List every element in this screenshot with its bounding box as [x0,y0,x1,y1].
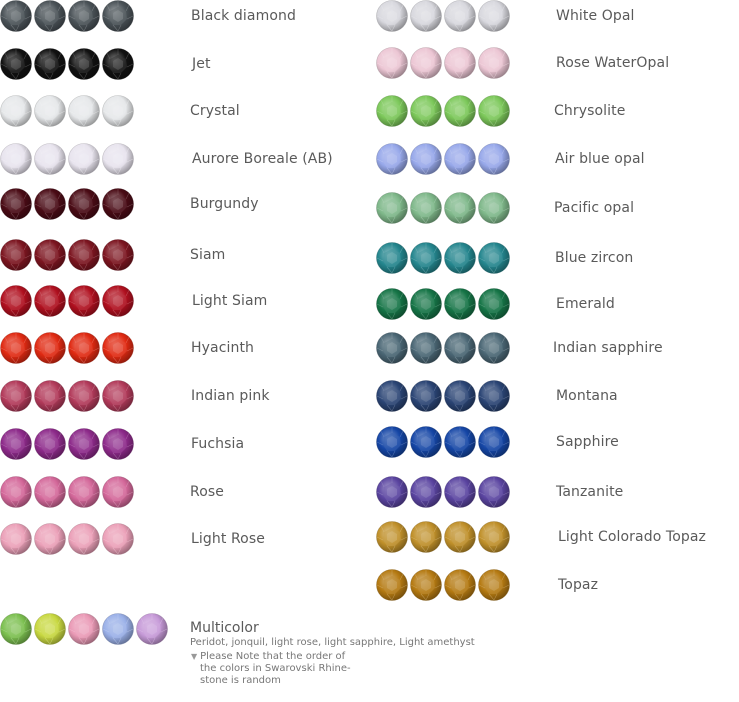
rhinestone-swatch [410,476,442,508]
color-name: Light Siam [192,293,268,309]
rhinestone-swatch [444,0,476,32]
right-color-row [0,380,739,426]
right-color-row [0,426,739,472]
right-color-row [0,95,739,141]
rhinestone-swatch [376,143,408,175]
rhinestone-swatch [444,288,476,320]
rhinestone-swatch [410,192,442,224]
rhinestone-swatch [410,380,442,412]
color-name: Pacific opal [554,200,635,216]
note-line-1: ▼ Please Note that the order of [191,651,346,662]
color-name: Blue zircon [555,250,634,266]
color-name: Light Rose [191,531,265,547]
color-name: Sapphire [556,434,619,450]
rhinestone-swatch [444,242,476,274]
rhinestone-swatch [478,192,510,224]
rhinestone-swatch [478,242,510,274]
color-name: Chrysolite [554,103,626,119]
right-color-row [0,143,739,189]
multicolor-title: Multicolor [190,620,259,636]
rhinestone-swatch [410,332,442,364]
color-name: Montana [556,388,618,404]
rhinestone-swatch [376,426,408,458]
rhinestone-swatch [376,476,408,508]
rhinestone-swatch [478,569,510,601]
rhinestone-swatch [376,569,408,601]
rhinestone-swatch [376,242,408,274]
rhinestone-swatch [478,476,510,508]
right-color-row [0,192,739,238]
color-name: Topaz [558,577,599,593]
rhinestone-swatch [444,426,476,458]
color-name: Burgundy [190,196,259,212]
rhinestone-swatch [136,613,168,645]
rhinestone-swatch [444,569,476,601]
rhinestone-swatch [376,332,408,364]
color-name: Air blue opal [555,151,645,167]
rhinestone-swatch [478,332,510,364]
color-name: Indian pink [191,388,270,404]
color-name: Emerald [556,296,615,312]
rhinestone-swatch [376,288,408,320]
rhinestone-swatch [478,0,510,32]
color-name: Black diamond [191,8,296,24]
color-name: White Opal [556,8,635,24]
rhinestone-swatch [444,192,476,224]
multicolor-note [191,651,361,687]
color-name: Indian sapphire [553,340,663,356]
rhinestone-swatch [376,380,408,412]
rhinestone-swatch [410,47,442,79]
rhinestone-swatch [410,95,442,127]
rhinestone-swatch [410,569,442,601]
right-color-row [0,521,739,567]
rhinestone-swatch [478,380,510,412]
rhinestone-swatch [444,332,476,364]
color-name: Rose [190,484,224,500]
rhinestone-swatch [444,380,476,412]
rhinestone-swatch [410,288,442,320]
rhinestone-swatch [478,521,510,553]
color-name: Crystal [190,103,240,119]
right-color-row [0,242,739,288]
rhinestone-swatch [478,143,510,175]
note-line-2: the colors in Swarovski Rhine- [200,663,351,674]
rhinestone-swatch [444,95,476,127]
rhinestone-swatch [478,426,510,458]
rhinestone-swatch [68,613,100,645]
rhinestone-swatch [102,613,134,645]
right-color-row [0,47,739,93]
rhinestone-swatch [444,521,476,553]
rhinestone-swatch [444,476,476,508]
color-name: Jet [192,56,211,72]
right-color-row [0,0,739,46]
rhinestone-swatch [410,242,442,274]
color-name: Rose WaterOpal [556,55,670,71]
rhinestone-swatch [444,47,476,79]
rhinestone-swatch [376,47,408,79]
rhinestone-swatch [34,613,66,645]
right-color-row [0,288,739,334]
rhinestone-swatch [0,613,32,645]
right-color-row [0,569,739,615]
rhinestone-swatch [478,47,510,79]
rhinestone-swatch [444,143,476,175]
color-name: Fuchsia [191,436,245,452]
right-color-row [0,476,739,522]
note-marker-icon: ▼ [191,652,198,661]
rhinestone-swatch [410,426,442,458]
rhinestone-swatch [410,521,442,553]
color-name: Light Colorado Topaz [558,529,706,545]
color-name: Tanzanite [556,484,624,500]
rhinestone-swatch [478,95,510,127]
rhinestone-swatch [478,288,510,320]
multicolor-description: Peridot, jonquil, light rose, light sapphire, Light amethyst [190,637,475,648]
rhinestone-swatch [376,521,408,553]
color-name: Siam [190,247,226,263]
rhinestone-swatch [376,95,408,127]
rhinestone-swatch [376,0,408,32]
color-name: Aurore Boreale (AB) [192,151,333,167]
color-name: Hyacinth [191,340,255,356]
rhinestone-swatch [410,0,442,32]
rhinestone-swatch [410,143,442,175]
rhinestone-swatch [376,192,408,224]
right-color-row [0,332,739,378]
note-line-3: stone is random [200,675,281,686]
